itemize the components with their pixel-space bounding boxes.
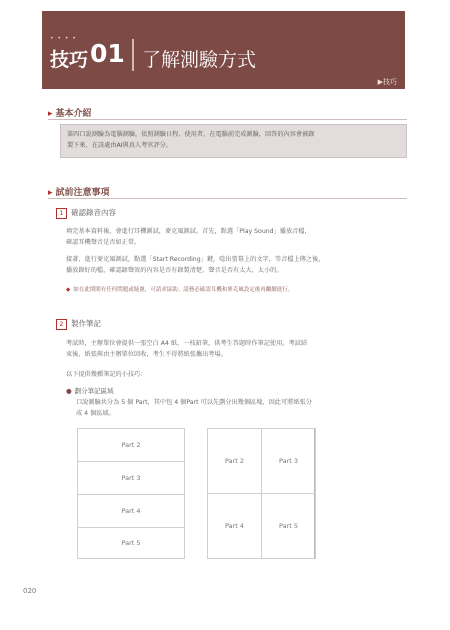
section-title-notes: ▸ 試前注意事項 bbox=[48, 188, 110, 198]
diamond-bullet-icon: ◆ bbox=[66, 287, 71, 293]
grid-cell: Part 5 bbox=[261, 493, 316, 559]
triangle-bullet-icon: ▸ bbox=[48, 188, 53, 198]
notes-grid-rows bbox=[77, 428, 185, 559]
section-divider bbox=[48, 119, 407, 120]
grid-cell: Part 2 bbox=[207, 428, 262, 494]
grid-cell: Part 3 bbox=[261, 428, 316, 494]
subsection-heading-notes: 2 製作筆記 bbox=[56, 318, 101, 330]
subsection-heading-recording: 1 確認錄音內容 bbox=[56, 207, 116, 219]
grid-cell: Part 4 bbox=[207, 493, 262, 559]
grid-cell: Part 3 bbox=[77, 461, 185, 495]
intro-line: 製下來，在該處由AI與真人考官評分。 bbox=[67, 142, 173, 149]
header-number: 01 bbox=[90, 39, 125, 68]
intro-box bbox=[60, 124, 407, 158]
subsection-number: 1 bbox=[56, 208, 67, 219]
page-number: 020 bbox=[23, 587, 37, 595]
circle-bullet-icon: ● bbox=[66, 387, 72, 395]
header-dots: • • • • bbox=[50, 35, 77, 42]
grid-cell: Part 4 bbox=[77, 494, 185, 528]
header-tag: ▶技巧 bbox=[377, 78, 397, 86]
header-divider bbox=[132, 39, 134, 71]
paragraph-notes-1: 考試時，主辦單位會提供一張空白 A4 紙，一枝鉛筆，供考生答題時作筆記使用。考試結 束後，紙張與由主辦單位回收，考生不得將紙張攜出考場。 bbox=[66, 340, 308, 358]
page-title: 了解測驗方式 bbox=[142, 49, 257, 71]
paragraph-divide: 口說測驗共分為 5 個 Part，其中包 4 個Part 可以先劃分出幾個區塊，因此可將紙張分 成 4 個區域。 bbox=[76, 399, 312, 417]
triangle-bullet-icon: ▸ bbox=[48, 109, 53, 119]
paragraph-recording-2: 接著，進行麥克風測試，點選「Start Recording」鍵，唸出螢幕上的文字，等音檔上傳之後， 播放錄好的檔，確認錄聲效的內容是否有錄製清楚，聲音是否有太大、太小的。 bbox=[66, 256, 325, 274]
grid-cell: Part 5 bbox=[77, 527, 185, 559]
section-title-intro: ▸ 基本介紹 bbox=[48, 109, 92, 119]
header-label: 技巧 bbox=[50, 49, 89, 71]
bullet-heading-divide: ● 劃分筆記區域 bbox=[66, 387, 114, 395]
section-divider bbox=[48, 198, 407, 199]
paragraph-notes-2: 以下提供幾種筆記的小技巧： bbox=[66, 371, 147, 378]
chapter-header bbox=[42, 11, 405, 89]
paragraph-recording-1: 填完基本資料後，會進行耳機測試，麥克風測試。首先，點選「Play Sound」播放音檔， 確認耳機聲音是否如正常。 bbox=[66, 228, 311, 246]
grid-cell: Part 2 bbox=[77, 428, 185, 462]
warning-note: ◆ 如在此期間有任何問題或疑慮，可請求協助。請務必確認耳機和麥克風設定後再繼續進行。 bbox=[66, 287, 294, 293]
subsection-number: 2 bbox=[56, 319, 67, 330]
notes-grid-quadrants bbox=[207, 428, 315, 559]
intro-line: 第四口說測驗為電腦測驗，依照測驗日程、使用者，在電腦前完成測驗，回答的內容會被錄 bbox=[67, 131, 315, 138]
